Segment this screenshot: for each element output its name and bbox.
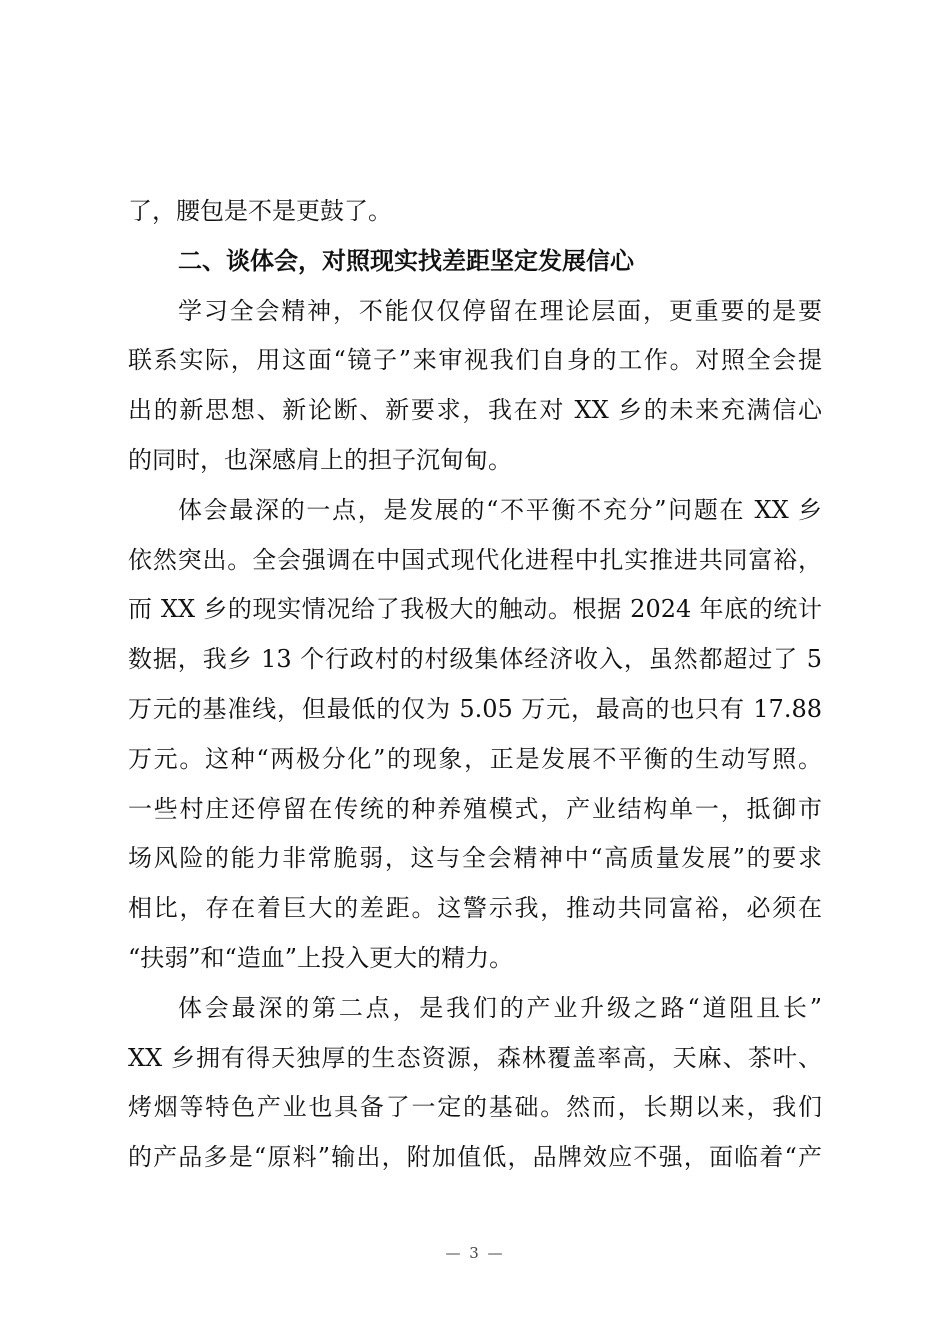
text-line: 的产品多是“原料”输出，附加值低，品牌效应不强，面临着“产 xyxy=(128,1143,822,1172)
text-line: 万元。这种“两极分化”的现象，正是发展不平衡的生动写照。 xyxy=(128,744,822,773)
document-body xyxy=(128,187,822,1183)
page-number: — 3 — xyxy=(445,1244,505,1262)
text-line: 依然突出。全会强调在中国式现代化进程中扎实推进共同富裕， xyxy=(128,545,822,574)
section-heading: 二、谈体会，对照现实找差距坚定发展信心 xyxy=(178,246,634,275)
text-line: 体会最深的第二点，是我们的产业升级之路“道阻且长” xyxy=(178,993,822,1022)
text-line: 万元的基准线，但最低的仅为 5.05 万元，最高的也只有 17.88 xyxy=(128,694,822,723)
text-line: XX 乡拥有得天独厚的生态资源，森林覆盖率高，天麻、茶叶、 xyxy=(128,1043,822,1072)
text-line: 场风险的能力非常脆弱，这与全会精神中“高质量发展”的要求 xyxy=(128,844,822,873)
text-line: 烤烟等特色产业也具备了一定的基础。然而，长期以来，我们 xyxy=(128,1093,822,1122)
text-line: 一些村庄还停留在传统的种养殖模式，产业结构单一，抵御市 xyxy=(128,794,822,823)
text-line: 了，腰包是不是更鼓了。 xyxy=(128,197,392,225)
text-line: 而 XX 乡的现实情况给了我极大的触动。根据 2024 年底的统计 xyxy=(128,595,822,624)
text-line: 联系实际，用这面“镜子”来审视我们自身的工作。对照全会提 xyxy=(128,346,822,375)
text-line: 相比，存在着巨大的差距。这警示我，推动共同富裕，必须在 xyxy=(128,894,822,923)
text-line: 数据，我乡 13 个行政村的村级集体经济收入，虽然都超过了 5 xyxy=(128,645,822,674)
text-line: 体会最深的一点，是发展的“不平衡不充分”问题在 XX 乡 xyxy=(178,495,822,524)
text-line: 出的新思想、新论断、新要求，我在对 XX 乡的未来充满信心 xyxy=(128,396,822,425)
text-line: 学习全会精神，不能仅仅停留在理论层面，更重要的是要 xyxy=(178,296,822,325)
text-line: 的同时，也深感肩上的担子沉甸甸。 xyxy=(128,445,512,474)
text-line: “扶弱”和“造血”上投入更大的精力。 xyxy=(128,943,514,972)
